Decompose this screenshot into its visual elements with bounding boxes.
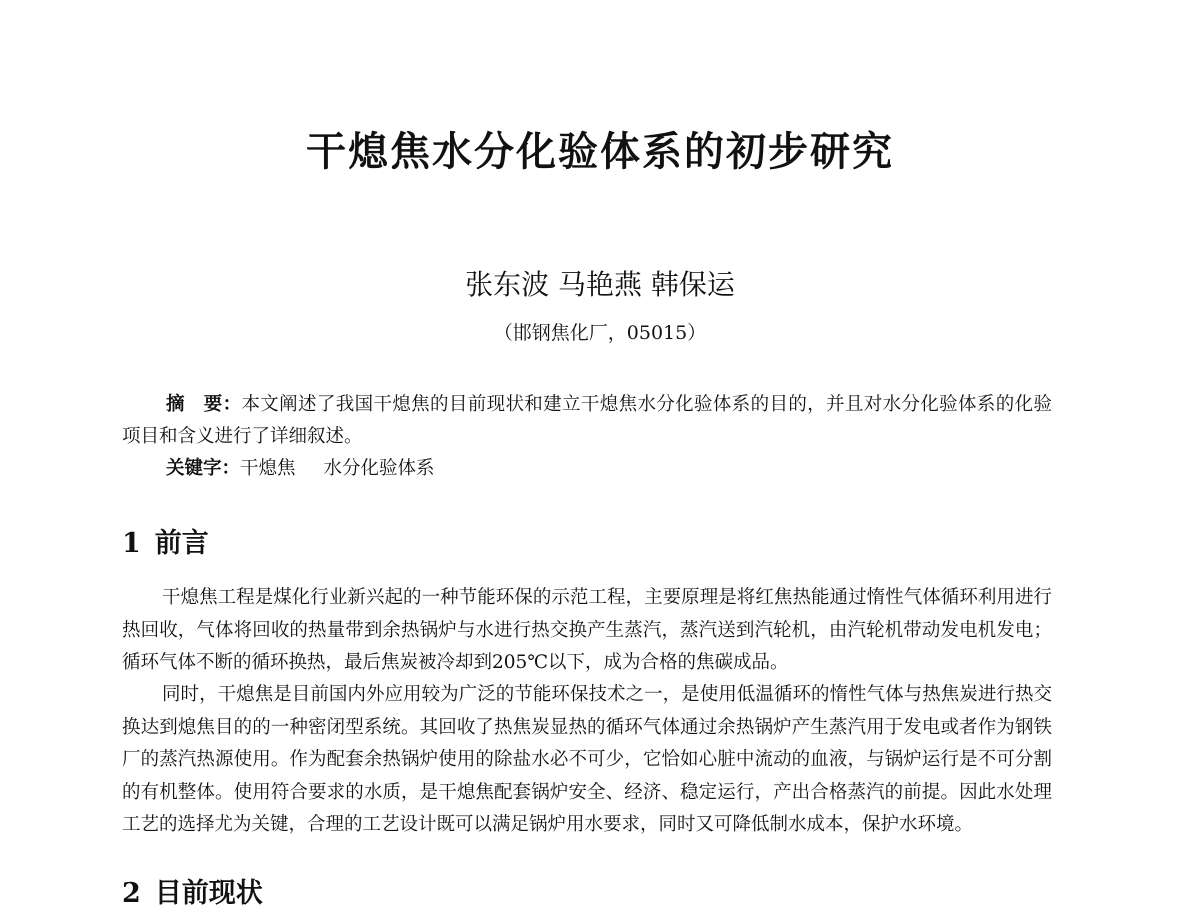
affiliation: （邯钢焦化厂，05015） [493,322,707,344]
abstract-label: 摘 要： [166,394,242,415]
keyword-item: 干熄焦 [240,458,296,479]
section-heading-text: 前言 [154,528,209,559]
section-heading-introduction [122,528,209,560]
keyword-item: 水分化验体系 [323,458,435,479]
paper-title: 干熄焦水分化验体系的初步研究 [306,129,894,175]
section-heading-text: 目前现状 [154,878,263,909]
abstract-text: 本文阐述了我国干熄焦的目前现状和建立干熄焦水分化验体系的目的，并且对水分化验体系的化验项目和含义进行了详细叙述。 [122,394,1052,447]
section-number: 1 [122,528,141,559]
keywords [166,453,463,485]
keywords-label: 关键字： [166,458,241,479]
section-heading-current-status [122,878,263,910]
body-paragraph: 干熄焦工程是煤化行业新兴起的一种节能环保的示范工程，主要原理是将红焦热能通过惰性气体循环利用进行热回收，气体将回收的热量带到余热锅炉与水进行热交换产生蒸汽，蒸汽送到汽轮机，由汽轮机带动发电机发电；循环气体不断的循环换热，最后焦炭被冷却到205℃以下，成为合格的焦碳成品。 [122,587,1052,673]
author-list: 张东波 马艳燕 韩保运 [465,268,735,301]
section-number: 2 [122,878,141,909]
body-paragraph: 同时，干熄焦是目前国内外应用较为广泛的节能环保技术之一，是使用低温循环的惰性气体与热焦炭进行热交换达到熄焦目的的一种密闭型系统。其回收了热焦炭显热的循环气体通过余热锅炉产生蒸汽用于发电或者作为钢铁厂的蒸汽热源使用。作为配套余热锅炉使用的除盐水必不可少，它恰如心脏中流动的血液，与锅炉运行是不可分割的有机整体。使用符合要求的水质，是干熄焦配套锅炉安全、经济、稳定运行，产出合格蒸汽的前提。因此水处理工艺的选择尤为关键，合理的工艺设计既可以满足锅炉用水要求，同时又可降低制水成本，保护水环境。 [122,684,1052,835]
abstract [122,389,1052,453]
